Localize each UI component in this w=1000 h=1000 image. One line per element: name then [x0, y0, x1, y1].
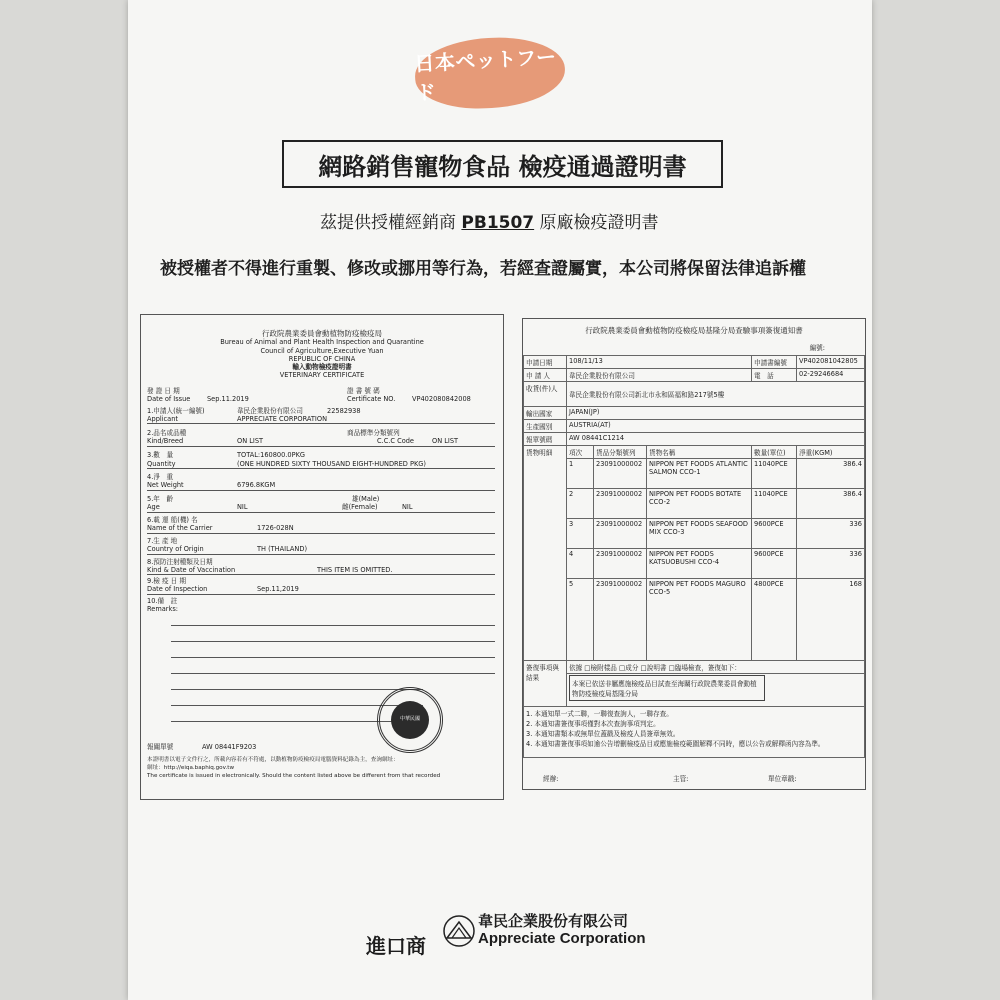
export-value: JAPAN(JP) — [567, 407, 865, 420]
decl-no-label: 申請書編號 — [752, 356, 797, 369]
origin-value: TH (THAILAND) — [257, 545, 308, 553]
cert-header-line: 行政院農業委員會動植物防疫檢疫局 — [262, 329, 382, 338]
item-weight: 168 — [797, 579, 865, 661]
item-weight: 336 — [797, 519, 865, 549]
item-code: 23091000002 — [594, 549, 647, 579]
remarks-label: 10.備 註 — [147, 597, 178, 605]
prod-value: AUSTRIA(AT) — [567, 420, 865, 433]
consignee-value: 韋民企業股份有限公司新北市永和區福和路217號5樓 — [567, 382, 865, 407]
rule-line — [147, 468, 495, 469]
awb-value: AW 08441F9203 — [202, 743, 257, 751]
item-qty: 4800PCE — [752, 579, 797, 661]
item-qty: 9600PCE — [752, 549, 797, 579]
notice-applicant-value: 韋民企業股份有限公司 — [567, 369, 752, 382]
male-label: 雄(Male) — [352, 495, 380, 503]
vacc-label: 8.預防注射種類及日期 — [147, 558, 213, 566]
applicant-name: APPRECIATE CORPORATION — [237, 415, 327, 423]
seal-center — [391, 701, 429, 739]
remarks-en: Remarks: — [147, 605, 178, 613]
subtitle-suffix: 原廠檢疫證明書 — [534, 213, 659, 233]
seal-text: 中華民國 — [399, 716, 420, 723]
item-name: NIPPON PET FOODS ATLANTIC SALMON CCO-1 — [647, 459, 752, 489]
apply-date-value: 108/11/13 — [567, 356, 752, 369]
item-name: NIPPON PET FOODS KATSUOBUSHI CCO-4 — [647, 549, 752, 579]
company-logo-icon — [442, 914, 476, 948]
awb-label: 報關單號 — [147, 743, 174, 751]
decl-label: 報單號碼 — [524, 433, 567, 446]
vacc-value: THIS ITEM IS OMITTED. — [317, 566, 393, 574]
notes-cell — [524, 707, 865, 758]
carrier-label: 6.載 運 船(機) 名 — [147, 516, 198, 524]
weight-label: 4.淨 重 — [147, 473, 174, 481]
subtitle — [320, 208, 720, 233]
document-title: 網路銷售寵物食品 檢疫通過證明書 — [282, 140, 723, 188]
prod-label: 生產國別 — [524, 420, 567, 433]
col-header: 貨品分類號列 — [594, 446, 647, 459]
subtitle-prefix: 茲提供授權經銷商 — [320, 213, 462, 233]
table-row — [524, 519, 865, 549]
consignee-label: 收貨(件)人 — [524, 382, 567, 407]
qty-value: TOTAL:160800.0PKG — [237, 451, 306, 459]
phone-value: 02-29246684 — [797, 369, 865, 382]
phone-label: 電 話 — [752, 369, 797, 382]
age-value: NIL — [237, 503, 248, 511]
item-no: 2 — [567, 489, 594, 519]
item-code: 23091000002 — [594, 459, 647, 489]
vacc-en: Kind & Date of Vaccination — [147, 566, 236, 574]
importer-label: 進口商 — [366, 934, 426, 958]
col-header: 數量(單位) — [752, 446, 797, 459]
insp-label: 9.檢 疫 日 期 — [147, 577, 186, 585]
notice-table — [523, 355, 865, 758]
distributor-code: PB1507 — [461, 213, 535, 233]
rule-line — [171, 657, 495, 658]
sign-supervisor: 主管: — [673, 775, 689, 783]
rule-line — [147, 446, 495, 447]
issue-label: 發 證 日 期 — [147, 387, 180, 395]
item-no: 5 — [567, 579, 594, 661]
item-weight: 386.4 — [797, 489, 865, 519]
rule-line — [147, 554, 495, 555]
cert-no-label: 證 書 號 碼 — [347, 387, 380, 395]
notice-title: 行政院農業委員會動植物防疫檢疫局基隆分局查驗事項簽復通知書 — [585, 326, 803, 335]
rule-line — [147, 594, 495, 595]
carrier-en: Name of the Carrier — [147, 524, 213, 532]
decl-value: AW 08441C1214 — [567, 433, 865, 446]
note-line: 1. 本通知單一式二聯，一聯復查詢人，一聯存查。 — [526, 710, 673, 718]
notice-applicant-label: 申 請 人 — [524, 369, 567, 382]
legal-warning: 被授權者不得進行重製、修改或挪用等行為，若經查證屬實，本公司將保留法律追訴權 — [160, 259, 806, 279]
export-label: 輸出國家 — [524, 407, 567, 420]
cert-no-en: Certificate NO. — [347, 395, 396, 403]
female-value: NIL — [402, 503, 413, 511]
table-row — [524, 489, 865, 519]
sign-handler: 經辦: — [543, 775, 559, 783]
cert-header-line: 輸入動物檢疫證明書 — [292, 363, 352, 372]
table-row — [524, 579, 865, 661]
company-name-zh: 韋民企業股份有限公司 — [478, 912, 629, 930]
cert-header-line: Bureau of Animal and Plant Health Inspection and Quarantine — [220, 338, 424, 347]
item-no: 1 — [567, 459, 594, 489]
insp-value: Sep.11,2019 — [257, 585, 299, 593]
company-name-en: Appreciate Corporation — [478, 930, 646, 947]
item-name: NIPPON PET FOODS MAGURO CCO-5 — [647, 579, 752, 661]
item-qty: 11040PCE — [752, 459, 797, 489]
age-en: Age — [147, 503, 160, 511]
origin-en: Country of Origin — [147, 545, 204, 553]
item-weight: 386.4 — [797, 459, 865, 489]
item-weight: 336 — [797, 549, 865, 579]
reply-label: 簽復事項與結果 — [524, 661, 567, 707]
weight-value: 6796.8KGM — [237, 481, 276, 489]
item-name: NIPPON PET FOODS BOTATE CCO-2 — [647, 489, 752, 519]
kind-en: Kind/Breed — [147, 437, 184, 445]
carrier-value: 1726-028N — [257, 524, 294, 532]
item-no: 3 — [567, 519, 594, 549]
items-label: 貨物明細 — [524, 446, 567, 661]
decl-no-value: VP402081042805 — [797, 356, 865, 369]
reply-value: 本案已依送非屬應施檢疫品目試查至海關行政院農業委員會動植物防疫檢疫局基隆分局 — [569, 675, 765, 701]
note-line: 2. 本通知書簽復事項僅對本次查詢事項判定。 — [526, 720, 660, 728]
col-header: 項次 — [567, 446, 594, 459]
cert-header-line: VETERINARY CERTIFICATE — [279, 371, 365, 380]
apply-date-label: 申請日期 — [524, 356, 567, 369]
item-no: 4 — [567, 549, 594, 579]
rule-line — [147, 423, 495, 424]
company-block — [442, 908, 672, 954]
item-code: 23091000002 — [594, 579, 647, 661]
item-name: NIPPON PET FOODS SEAFOOD MIX CCO-3 — [647, 519, 752, 549]
reply-cell — [567, 674, 865, 707]
col-header: 貨物名稱 — [647, 446, 752, 459]
date-issue-label: Date of Issue — [147, 395, 191, 403]
checks-row — [567, 661, 865, 674]
rule-line — [147, 490, 495, 491]
notice-no-label: 編號: — [809, 344, 825, 352]
insp-en: Date of Inspection — [147, 585, 208, 593]
rule-line — [147, 574, 495, 575]
table-row — [524, 549, 865, 579]
kind-label: 2.品名或品種 — [147, 429, 187, 437]
cert-no-value: VP402080842008 — [412, 395, 471, 403]
date-issue-value: Sep.11.2019 — [207, 395, 249, 403]
item-code: 23091000002 — [594, 489, 647, 519]
applicant-en: Applicant — [147, 415, 178, 423]
rule-line — [171, 641, 495, 642]
origin-label: 7.生 產 地 — [147, 537, 178, 545]
ccc-value: ON LIST — [432, 437, 459, 445]
cert-footer-zh: 本證明書以電子文件行之，所載內容若有不符處，以動植物防疫檢疫局電腦資料紀錄為主，查詢網址： — [147, 757, 399, 763]
qty-en: Quantity — [147, 460, 176, 468]
logo-text: 日本ペットフード — [413, 44, 558, 105]
table-row — [524, 459, 865, 489]
weight-en: Net Weight — [147, 481, 184, 489]
rule-line — [147, 533, 495, 534]
note-line: 4. 本通知書簽復事項如逾公告增刪檢疫品目或應施檢疫範圍解釋不同時，應以公告或解釋函內容為準。 — [526, 740, 825, 748]
cert-header-line: REPUBLIC OF CHINA — [288, 354, 356, 363]
quarantine-notice — [522, 318, 866, 790]
checks-label: 依據 — [569, 664, 583, 672]
item-qty: 11040PCE — [752, 489, 797, 519]
sign-stamp: 單位章戳: — [768, 775, 797, 783]
applicant-id: 22582938 — [327, 407, 361, 415]
cert-header-line: Council of Agriculture,Executive Yuan — [260, 346, 384, 355]
veterinary-certificate — [140, 314, 504, 800]
item-code: 23091000002 — [594, 519, 647, 549]
item-qty: 9600PCE — [752, 519, 797, 549]
rule-line — [171, 673, 495, 674]
qty-words: (ONE HUNDRED SIXTY THOUSAND EIGHT-HUNDRED PKG) — [237, 460, 426, 468]
ccc-label: C.C.C Code — [377, 437, 414, 445]
age-label: 5.年 齡 — [147, 495, 174, 503]
checks-value: □檢附樣品 □成分 □說明書 □臨場檢查，簽復如下： — [584, 664, 741, 672]
cert-footer-en: The certificate is issued in electronically. Should the content listed above be different from that recorded — [147, 773, 441, 779]
hs-label: 商品標準分類號列 — [347, 429, 400, 437]
kind-value: ON LIST — [237, 437, 264, 445]
qty-label: 3.數 量 — [147, 451, 174, 459]
rule-line — [147, 512, 495, 513]
note-line: 3. 本通知書類本或無單位蓋戳及檢疫人員簽章無效。 — [526, 730, 680, 738]
cert-header — [141, 329, 503, 380]
applicant-zh: 韋民企業股份有限公司 — [237, 407, 303, 415]
cert-footer-url: 網址：http://eiqa.baphiq.gov.tw — [147, 765, 235, 771]
col-header: 淨重(KGM) — [797, 446, 865, 459]
applicant-label: 1.申請人(統一編號) — [147, 407, 205, 415]
female-label: 雌(Female) — [342, 503, 378, 511]
rule-line — [171, 625, 495, 626]
rule-line — [171, 689, 423, 690]
